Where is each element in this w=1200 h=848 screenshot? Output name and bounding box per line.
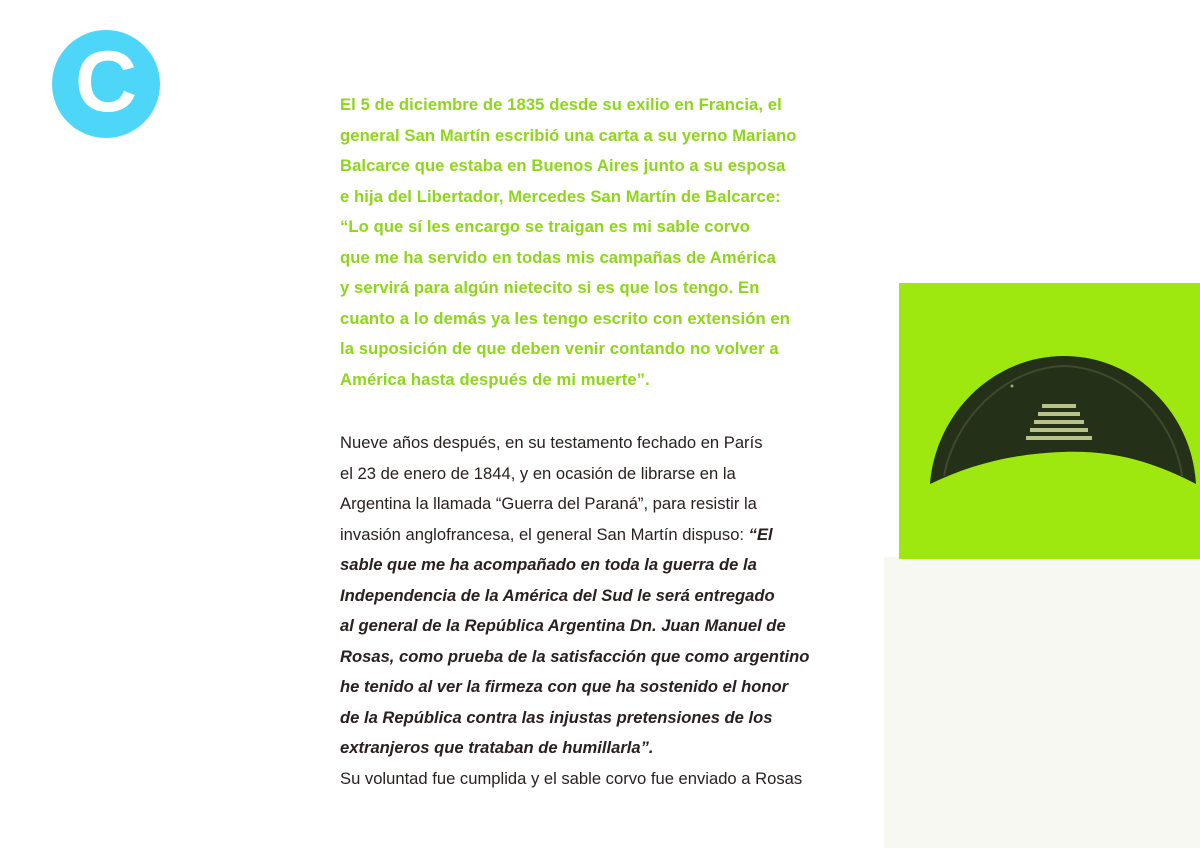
quote-line: general San Martín escribió una carta a su yerno Mariano xyxy=(340,125,797,145)
quote-line: que me ha servido en todas mis campañas de América xyxy=(340,247,776,267)
body-line xyxy=(340,764,880,795)
body-line xyxy=(340,550,880,581)
hat-photo xyxy=(924,352,1199,487)
body-line xyxy=(340,703,880,734)
body-line xyxy=(340,459,880,490)
section-letter: C xyxy=(74,34,138,130)
body-line xyxy=(340,611,880,642)
quote-line: e hija del Libertador, Mercedes San Martín de Balcarce: xyxy=(340,186,781,206)
quote-line: cuanto a lo demás ya les tengo escrito con extensión en xyxy=(340,308,790,328)
light-background-panel xyxy=(884,557,1200,848)
quote-line: y servirá para algún nietecito si es que los tengo. En xyxy=(340,278,760,297)
body-line xyxy=(340,489,880,520)
body-line xyxy=(340,520,880,551)
body-line xyxy=(340,642,880,673)
quote-line: la suposición de que deben venir contando no volver a xyxy=(340,339,779,358)
body-line-text: Nueve años después, en su testamento fechado en París xyxy=(340,433,763,452)
body-line-italic: al general de la República Argentina Dn. Juan Manuel de xyxy=(340,616,786,635)
quote-line: “Lo que sí les encargo se traigan es mi sable corvo xyxy=(340,217,750,236)
body-line-italic: sable que me ha acompañado en toda la guerra de la xyxy=(340,555,757,574)
body-line-italic: he tenido al ver la firmeza con que ha sostenido el honor xyxy=(340,677,789,696)
article-text xyxy=(340,90,880,794)
letter-quote xyxy=(340,90,880,395)
body-line xyxy=(340,581,880,612)
body-line-italic: Independencia de la América del Sud le será entregado xyxy=(340,585,775,605)
body-line-text: Argentina la llamada “Guerra del Paraná”, para resistir la xyxy=(340,494,757,513)
body-line-italic: de la República contra las injustas pretensiones de los xyxy=(340,707,773,727)
body-line-italic: Rosas, como prueba de la satisfacción que como argentino xyxy=(340,646,810,666)
quote-line: América hasta después de mi muerte”. xyxy=(340,369,650,389)
quote-line: El 5 de diciembre de 1835 desde su exilio en Francia, el xyxy=(340,95,782,114)
body-line-italic: “El xyxy=(748,524,773,544)
body-line xyxy=(340,428,880,459)
body-line xyxy=(340,733,880,764)
quote-line: Balcarce que estaba en Buenos Aires junto a su esposa xyxy=(340,156,786,175)
body-line-text: invasión anglofrancesa, el general San Martín dispuso: xyxy=(340,524,749,544)
body-line-italic: extranjeros que trataban de humillarla”. xyxy=(340,738,654,757)
body-line xyxy=(340,672,880,703)
body-line-text: el 23 de enero de 1844, y en ocasión de librarse en la xyxy=(340,463,736,483)
body-line-text: Su voluntad fue cumplida y el sable corvo fue enviado a Rosas xyxy=(340,768,803,788)
section-letter-badge xyxy=(52,30,160,138)
testament-paragraph xyxy=(340,428,880,794)
